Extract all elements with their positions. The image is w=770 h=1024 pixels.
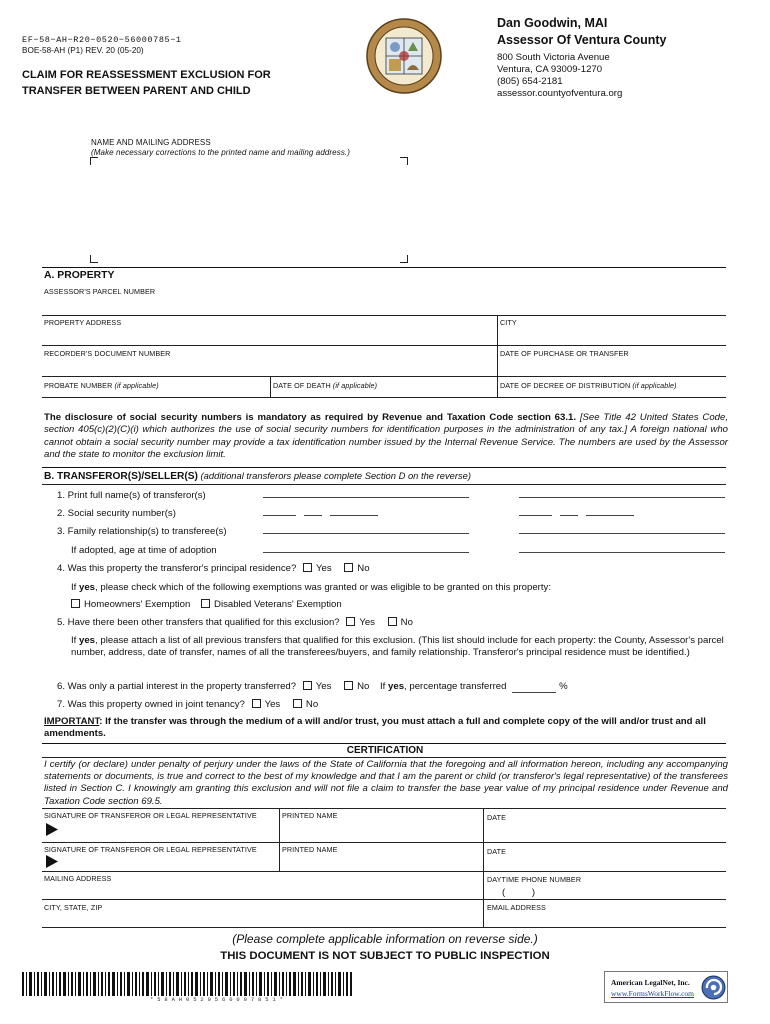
q5-row (57, 617, 413, 628)
death-date-field[interactable] (273, 390, 495, 400)
sig-rule (42, 927, 726, 928)
property-address-label: PROPERTY ADDRESS (44, 318, 122, 327)
ssn-disclosure (44, 412, 728, 461)
recorder-document-label: RECORDER'S DOCUMENT NUMBER (44, 349, 171, 358)
q7-yes-checkbox[interactable] (252, 699, 261, 708)
ssn1-part2[interactable] (304, 515, 322, 516)
section-b-subtitle: (additional transferors please complete Section D on the reverse) (197, 470, 472, 481)
signature2-field[interactable] (62, 853, 276, 870)
q2-label: 2. Social security number(s) (57, 508, 176, 519)
q4-no-checkbox[interactable] (344, 563, 353, 572)
sig-rule (42, 808, 726, 809)
ssn1-part3[interactable] (330, 515, 378, 516)
probate-number-label (44, 381, 159, 390)
mailing-address-field[interactable] (44, 884, 480, 898)
q5-yes-checkbox[interactable] (346, 617, 355, 626)
daytime-phone-label: DAYTIME PHONE NUMBER (487, 875, 582, 884)
mailing-note: (Make necessary corrections to the printed name and mailing address.) (91, 148, 351, 157)
email-field[interactable] (487, 912, 725, 926)
printed-name2-field[interactable] (282, 853, 480, 870)
ssn2-part3[interactable] (586, 515, 634, 516)
date2-label: DATE (487, 847, 507, 856)
section-b-rule (42, 484, 726, 485)
q6-label: 6. Was only a partial interest in the property transferred? (57, 681, 297, 692)
q7-yes-label: Yes (264, 699, 281, 710)
q5-label: 5. Have there been other transfers that qualified for this exclusion? (57, 617, 340, 628)
county-seal-icon (366, 18, 442, 94)
assessor-address1: 800 South Victoria Avenue (497, 52, 610, 63)
section-a-title: A. PROPERTY (44, 270, 115, 281)
parcel-number-label: ASSESSOR'S PARCEL NUMBER (44, 287, 156, 296)
address-corner-br (400, 255, 408, 263)
legalnet-name: American LegalNet, Inc. (611, 978, 690, 987)
percentage-field[interactable] (512, 681, 556, 693)
homeowners-exemption-checkbox[interactable] (71, 599, 80, 608)
signature1-label: SIGNATURE OF TRANSFEROR OR LEGAL REPRESENTATIVE (44, 811, 257, 820)
ssn2-part1[interactable] (519, 515, 552, 516)
section-b-title: B. TRANSFEROR(S)/SELLER(S) (44, 471, 198, 482)
adoption-age2-field[interactable] (519, 552, 725, 553)
certification-text: I certify (or declare) under penalty of perjury under the laws of the State of California that the foregoing and all information hereon, including any accompanying statements or documents, is true and correct to the best of my knowledge and that I am the parent or child (or transferor's legal representative) of the transferees listed in Section C. I knowingly am granting this exclusion and will not file a claim to transfer the base year value of my principal residence under Revenue and Taxation Code section 69.5. (44, 759, 728, 807)
q7-no-checkbox[interactable] (293, 699, 302, 708)
address-corner-tl (90, 157, 98, 165)
q4-row (57, 563, 370, 574)
col-divider (483, 842, 484, 871)
col-divider (483, 808, 484, 842)
row-rule (42, 345, 726, 346)
row-rule (42, 397, 726, 398)
q6-no-checkbox[interactable] (344, 681, 353, 690)
city-field[interactable] (500, 328, 724, 344)
ssn2-part2[interactable] (560, 515, 578, 516)
col-divider (270, 376, 271, 397)
sig-rule (42, 842, 726, 843)
col-divider (497, 315, 498, 397)
sign-here-arrow-icon (46, 855, 58, 870)
reverse-side-note: (Please complete applicable information on reverse side.) (232, 932, 538, 946)
american-legalnet-badge[interactable] (604, 971, 728, 1003)
exemption-row (67, 599, 342, 610)
not-public-notice: THIS DOCUMENT IS NOT SUBJECT TO PUBLIC INSPECTION (220, 950, 550, 962)
recorder-document-field[interactable] (44, 359, 494, 375)
assessor-phone: (805) 654-2181 (497, 76, 563, 87)
q3b-label: If adopted, age at time of adoption (71, 545, 217, 556)
q6-row (57, 681, 568, 693)
q4-label: 4. Was this property the transferor's principal residence? (57, 563, 297, 574)
legalnet-logo-icon (701, 975, 726, 1002)
assessor-name: Dan Goodwin, MAI (497, 16, 608, 30)
q5-no-checkbox[interactable] (388, 617, 397, 626)
transferor2-name-field[interactable] (519, 497, 725, 498)
q6-yes-bold: yes (388, 681, 405, 692)
decree-text: DATE OF DECREE OF DISTRIBUTION (500, 381, 631, 390)
barcode-text: * 5 8 A H 0 5 2 0 5 6 0 0 0 7 8 5 1 * (150, 996, 284, 1003)
death-note: (if applicable) (332, 381, 378, 390)
purchase-date-label: DATE OF PURCHASE OR TRANSFER (500, 349, 629, 358)
q5-yes-bold: yes (79, 635, 96, 646)
probate-number-field[interactable] (44, 390, 268, 400)
veterans-exemption-checkbox[interactable] (201, 599, 210, 608)
transferor1-name-field[interactable] (263, 497, 469, 498)
q4-no-label: No (357, 563, 370, 574)
signature1-field[interactable] (62, 820, 276, 840)
certification-title: CERTIFICATION (346, 745, 424, 756)
relationship2-field[interactable] (519, 533, 725, 534)
important-label: IMPORTANT (44, 716, 100, 727)
q4-rest: , please check which of the following exemptions was granted or was eligible to be granted on this property: (95, 582, 551, 593)
disclosure-bold: The disclosure of social security numbers is mandatory as required by Revenue and Taxation Code section 63.1. (44, 412, 576, 423)
assessor-address2: Ventura, CA 93009-1270 (497, 64, 603, 75)
date1-field[interactable] (487, 822, 725, 840)
q6-pct-sign: % (559, 681, 568, 692)
section-a-top-rule (42, 267, 726, 268)
important-text: : If the transfer was through the medium of a will and/or trust, you must attach a full and complete copy of the will and/or trust and all amendments. (44, 716, 706, 740)
q7-no-label: No (305, 699, 319, 710)
email-label: EMAIL ADDRESS (487, 903, 546, 912)
city-label: CITY (500, 318, 517, 327)
q3-label: 3. Family relationship(s) to transferee(s) (57, 526, 227, 537)
barcode-icon (22, 972, 352, 998)
address-corner-bl (90, 255, 98, 263)
q1-label: 1. Print full name(s) of transferor(s) (57, 490, 206, 501)
q5-rest: , please attach a list of all previous transfers that qualified for this exclusion. (This list should include for each property: the County, Assessor's parcel number, address, date of transfer, names of all the transferees/buyers, and family relationship. Transferor's principal residence must be identified.) (71, 635, 724, 659)
q5-if: If (71, 635, 77, 646)
death-date-label (273, 381, 377, 390)
date2-field[interactable] (487, 855, 725, 870)
q5-yes-label: Yes (359, 617, 375, 628)
form-code: EF−58−AH−R20−0520−56000785−1 (22, 35, 182, 45)
form-title-line2: TRANSFER BETWEEN PARENT AND CHILD (22, 85, 251, 97)
homeowners-exemption-label: Homeowners' Exemption (84, 599, 191, 610)
q6-yes-checkbox[interactable] (303, 681, 312, 690)
parcel-number-field[interactable] (44, 296, 724, 314)
q7-label: 7. Was this property owned in joint tenancy? (57, 699, 245, 710)
section-b-header (44, 470, 471, 482)
date1-label: DATE (487, 813, 507, 822)
certification-top-rule (42, 743, 726, 744)
mailing-address-label: MAILING ADDRESS (44, 874, 112, 883)
q5-no-label: No (400, 617, 413, 628)
mailing-label: NAME AND MAILING ADDRESS (91, 138, 211, 147)
form-title-line1: CLAIM FOR REASSESSMENT EXCLUSION FOR (22, 69, 271, 81)
city-state-zip-label: CITY, STATE, ZIP (44, 903, 103, 912)
row-rule (42, 315, 726, 316)
adoption-age1-field[interactable] (263, 552, 469, 553)
q6-pct-label: , percentage transferred (404, 681, 507, 692)
ssn1-part1[interactable] (263, 515, 296, 516)
property-address-field[interactable] (44, 328, 494, 344)
q6-no-label: No (357, 681, 370, 692)
death-date-text: DATE OF DEATH (273, 381, 331, 390)
phone-field[interactable]: ( ) (502, 887, 536, 898)
q5-followup (71, 635, 735, 660)
printed-name1-label: PRINTED NAME (282, 811, 338, 820)
q7-row (57, 699, 318, 710)
col-divider (279, 808, 280, 842)
legalnet-url[interactable]: www.FormsWorkFlow.com (611, 989, 695, 998)
sign-here-arrow-icon (46, 823, 58, 838)
certification-rule (42, 757, 726, 758)
purchase-date-field[interactable] (500, 359, 724, 375)
section-b-top-rule (42, 467, 726, 468)
important-note (44, 716, 728, 741)
col-divider (279, 842, 280, 871)
relationship1-field[interactable] (263, 533, 469, 534)
row-rule (42, 376, 726, 377)
q4-yes-checkbox[interactable] (303, 563, 312, 572)
q4-if: If (71, 582, 77, 593)
sig-rule (42, 899, 726, 900)
q4-followup (71, 582, 551, 593)
q6-yes-label: Yes (315, 681, 332, 692)
q4-yes-bold: yes (79, 582, 96, 593)
sig-rule (42, 871, 726, 872)
printed-name1-field[interactable] (282, 820, 480, 840)
probate-note: (if applicable) (114, 381, 159, 390)
decree-date-label (500, 381, 677, 390)
q6-if: If (380, 681, 386, 692)
form-revision: BOE-58-AH (P1) REV. 20 (05-20) (22, 46, 144, 55)
decree-date-field[interactable] (500, 390, 724, 400)
probate-label-text: PROBATE NUMBER (44, 381, 113, 390)
city-state-zip-field[interactable] (44, 912, 480, 926)
disclosure-italic: [See Title 42 United States Code, section 405(c)(2)(C)(i) which authorizes the use of social security numbers for identification purposes in the administration of any tax.] A foreign national who cannot obtain a social security number may provide a tax identification number issued by the Internal Revenue Service. The numbers are used by the Assessor and the state to monitor the exclusion limit. (44, 412, 728, 460)
decree-note: (if applicable) (632, 381, 677, 390)
printed-name2-label: PRINTED NAME (282, 845, 338, 854)
mailing-address-area[interactable] (98, 166, 398, 254)
assessor-title: Assessor Of Ventura County (497, 33, 667, 47)
signature2-label: SIGNATURE OF TRANSFEROR OR LEGAL REPRESENTATIVE (44, 845, 257, 854)
address-corner-tr (400, 157, 408, 165)
veterans-exemption-label: Disabled Veterans' Exemption (214, 599, 342, 610)
q4-yes-label: Yes (315, 563, 332, 574)
assessor-website[interactable]: assessor.countyofventura.org (497, 88, 623, 99)
